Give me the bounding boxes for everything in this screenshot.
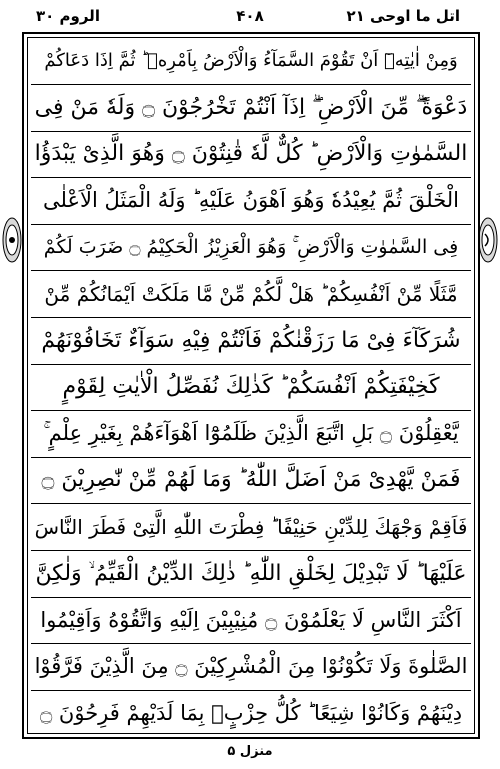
text-frame (22, 32, 480, 739)
verse-line-15: دِيْنَهُمْ وَكَانُوْا شِيَعًا ؕ كُلُّ حِزْبٍۭ بِمَا لَدَيْهِمْ فَرِحُوْنَ ۝ (39, 701, 463, 726)
verse-line-13: اَكْثَرَ النَّاسِ لَا يَعْلَمُوْنَ ۝ مُنِيْبِيْنَ اِلَيْهِ وَاتَّقُوْهُ وَاَقِيْمُوا (31, 597, 471, 644)
verse-line-10: فَمَنْ يَّهْدِىْ مَنْ اَضَلَّ اللّٰهُ ؕ وَمَا لَهُمْ مِّنْ نّٰصِرِيْنَ ۝ (31, 457, 471, 504)
manzil-label: منزل ۵ (227, 744, 273, 759)
surah-name: الروم ۳۰ (36, 7, 100, 25)
verse-line-12: عَلَيْهَا ؕ لَا تَبْدِيْلَ لِخَلْقِ اللّٰهِ ؕ ذٰلِكَ الدِّيْنُ الْقَيِّمُ ۙ وَلٰكِنَّ (31, 551, 471, 598)
ruku-marker-icon (477, 215, 499, 265)
verse-line-14: الصَّلٰوةَ وَلَا تَكُوْنُوْا مِنَ الْمُشْرِكِيْنَ ۝ مِنَ الَّذِيْنَ فَرَّقُوْا (31, 644, 471, 691)
verse-line-11: فَاَقِمْ وَجْهَكَ لِلدِّيْنِ حَنِيْفًا ؕ فِطْرَتَ اللّٰهِ الَّتِىْ فَطَرَ النَّاسَ (31, 504, 471, 551)
verse-line-2: دَعْوَةً ۖۗ مِّنَ الْاَرْضِ ۖۗ اِذَآ اَنْتُمْ تَخْرُجُوْنَ ۝ وَلَهٗ مَنْ فِى (31, 85, 471, 132)
verse-line-4: الْخَلْقَ ثُمَّ يُعِيْدُهٗ وَهُوَ اَهْوَنُ عَلَيْهِ ؕ وَلَهُ الْمَثَلُ الْاَعْلٰى (31, 178, 471, 225)
verse-line-8: كَخِيْفَتِكُمْ اَنْفُسَكُمْ ؕ كَذٰلِكَ نُفَصِّلُ الْاٰيٰتِ لِقَوْمٍ (31, 364, 471, 411)
verse-line-9: يَّعْقِلُوْنَ ۝ بَلِ اتَّبَعَ الَّذِيْنَ ظَلَمُوْٓا اَهْوَآءَهُمْ بِغَيْرِ عِلْمٍ ۚ (31, 411, 471, 458)
verse-line-7: شُرَكَآءَ فِىْ مَا رَزَقْنٰكُمْ فَاَنْتُمْ فِيْهِ سَوَآءٌ تَخَافُوْنَهُمْ (31, 318, 471, 365)
verse-line-3: السَّمٰوٰتِ وَالْاَرْضِ ؕ كُلٌّ لَّهٗ قٰنِتُوْنَ ۝ وَهُوَ الَّذِىْ يَبْدَؤُا (31, 131, 471, 178)
juz-name: اتل ما اوحی ۲۱ (346, 7, 460, 25)
page-header (0, 0, 500, 32)
verse-line-1: وَمِنْ اٰيٰتِهٖٓ اَنْ تَقُوْمَ السَّمَآءُ وَالْاَرْضُ بِاَمْرِهٖ ؕ ثُمَّ اِذَا دَعَاكُمْ (31, 38, 471, 85)
page-number: ۴۰۸ (236, 7, 264, 25)
verse-line-5: فِى السَّمٰوٰتِ وَالْاَرْضِ ۚ وَهُوَ الْعَزِيْزُ الْحَكِيْمُ ۝ ضَرَبَ لَكُمْ (31, 224, 471, 271)
ornament-medallion-icon (1, 215, 23, 265)
text-frame-inner (27, 37, 475, 734)
verse-line-6: مَّثَلًا مِّنْ اَنْفُسِكُمْ ؕ هَلْ لَّكُمْ مِّنْ مَّا مَلَكَتْ اَيْمَانُكُمْ مِّنْ (31, 271, 471, 318)
